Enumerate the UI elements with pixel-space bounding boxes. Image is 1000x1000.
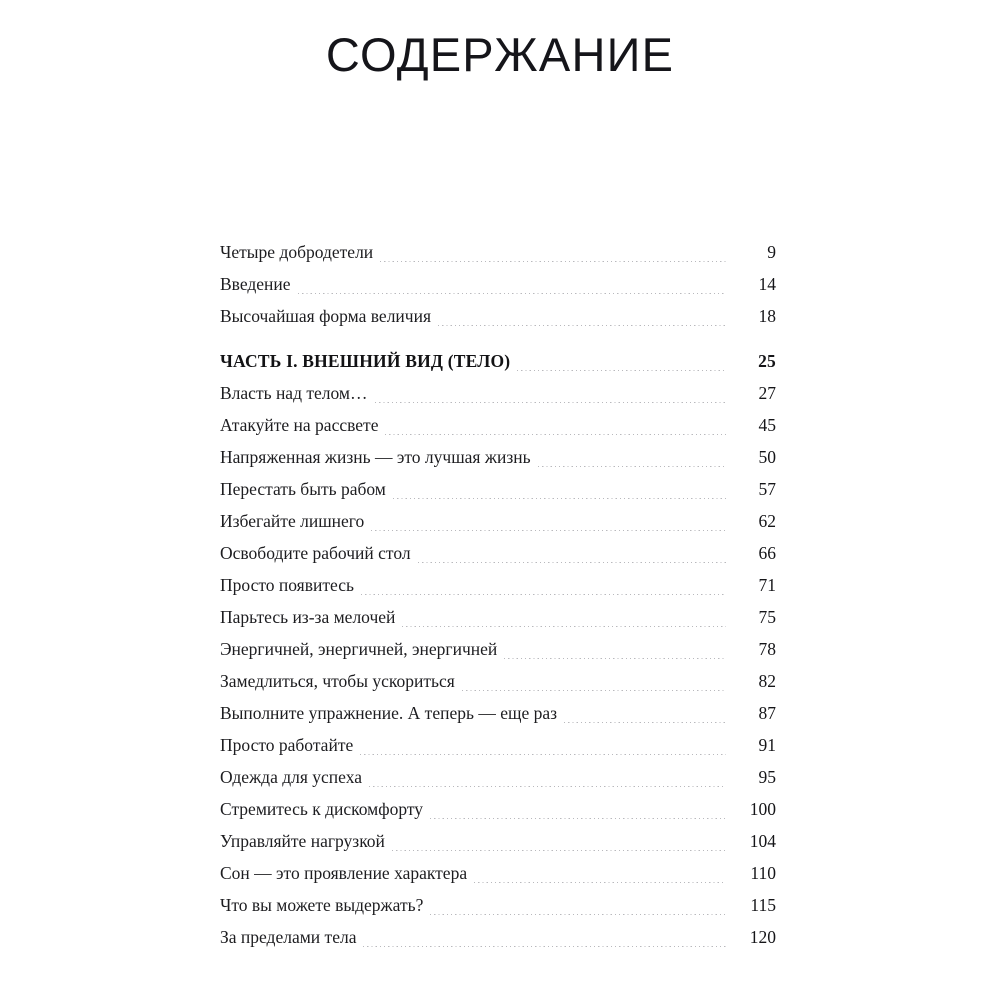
toc-entry-label: Атакуйте на рассвете — [220, 415, 379, 435]
toc-entry[interactable] — [220, 825, 776, 857]
toc-entry[interactable] — [220, 697, 776, 729]
toc-entry[interactable] — [220, 729, 776, 761]
toc-dot-leader — [361, 594, 726, 595]
toc-dot-leader — [371, 530, 726, 531]
toc-page-number: 27 — [758, 383, 776, 403]
toc-dot-leader — [393, 498, 726, 499]
toc-entry[interactable] — [220, 537, 776, 569]
toc-dot-leader — [474, 882, 726, 883]
toc-dot-leader — [564, 722, 726, 723]
toc-page-number: 104 — [749, 831, 776, 851]
toc-page-number: 75 — [758, 607, 776, 627]
toc-dot-leader — [517, 370, 726, 371]
toc-page-number: 78 — [758, 639, 776, 659]
toc-page-number: 87 — [758, 703, 776, 723]
toc-page-number: 95 — [758, 767, 776, 787]
toc-dot-leader — [380, 261, 726, 262]
toc-entry-label: Просто появитесь — [220, 575, 354, 595]
toc-page-number: 66 — [758, 543, 776, 563]
toc-entry-label: Замедлиться, чтобы ускориться — [220, 671, 455, 691]
toc-entry[interactable] — [220, 633, 776, 665]
toc-dot-leader — [375, 402, 727, 403]
toc-dot-leader — [369, 786, 726, 787]
toc-entry[interactable] — [220, 921, 776, 953]
toc-dot-leader — [385, 434, 726, 435]
toc-entry[interactable] — [220, 505, 776, 537]
toc-part-heading[interactable] — [220, 345, 776, 377]
toc-dot-leader — [402, 626, 726, 627]
toc-dot-leader — [504, 658, 726, 659]
toc-page-number: 45 — [758, 415, 776, 435]
toc-dot-leader — [418, 562, 726, 563]
toc-page-number: 62 — [758, 511, 776, 531]
toc-entry[interactable] — [220, 236, 776, 268]
toc-entry-label: Высочайшая форма величия — [220, 306, 432, 326]
toc-entry-label: Власть над телом… — [220, 383, 368, 403]
toc-entry-label: Освободите рабочий стол — [220, 543, 411, 563]
toc-entry-label: Парьтесь из-за мелочей — [220, 607, 396, 627]
toc-dot-leader — [392, 850, 726, 851]
toc-dot-leader — [363, 946, 726, 947]
toc-dot-leader — [430, 818, 726, 819]
toc-entry[interactable] — [220, 889, 776, 921]
toc-page-number: 91 — [758, 735, 776, 755]
toc-entry-label: Избегайте лишнего — [220, 511, 365, 531]
toc-entry-label: Энергичней, энергичней, энергичней — [220, 639, 498, 659]
toc-entry[interactable] — [220, 761, 776, 793]
toc-entry[interactable] — [220, 601, 776, 633]
toc-page-number: 9 — [767, 242, 776, 262]
toc-entry-label: Что вы можете выдержать? — [220, 895, 424, 915]
toc-entry[interactable] — [220, 377, 776, 409]
toc-entry-label: Сон — это проявление характера — [220, 863, 468, 883]
toc-page-number: 50 — [758, 447, 776, 467]
toc-entry[interactable] — [220, 569, 776, 601]
toc-entry-label: Выполните упражнение. А теперь — еще раз — [220, 703, 558, 723]
toc-entry-label: Управляйте нагрузкой — [220, 831, 385, 851]
toc-dot-leader — [298, 293, 726, 294]
toc-entry-label: Стремитесь к дискомфорту — [220, 799, 424, 819]
toc-dot-leader — [430, 914, 726, 915]
toc-entry[interactable] — [220, 409, 776, 441]
toc-entry-label: Просто работайте — [220, 735, 354, 755]
toc-page-number: 115 — [750, 895, 776, 915]
toc-entry-label: ЧАСТЬ I. ВНЕШНИЙ ВИД (ТЕЛО) — [220, 351, 511, 371]
toc-page-number: 82 — [758, 671, 776, 691]
toc-list — [220, 236, 776, 953]
page-title: СОДЕРЖАНИЕ — [325, 28, 675, 81]
toc-page-number: 100 — [749, 799, 776, 819]
toc-dot-leader — [360, 754, 726, 755]
toc-entry[interactable] — [220, 473, 776, 505]
toc-entry-label: Перестать быть рабом — [220, 479, 386, 499]
toc-entry[interactable] — [220, 441, 776, 473]
toc-dot-leader — [538, 466, 726, 467]
toc-page-number: 14 — [758, 274, 776, 294]
toc-page-number: 71 — [758, 575, 776, 595]
toc-entry[interactable] — [220, 793, 776, 825]
toc-entry-label: Напряженная жизнь — это лучшая жизнь — [220, 447, 531, 467]
toc-entry-label: Одежда для успеха — [220, 767, 362, 787]
toc-entry-label: За пределами тела — [220, 927, 357, 947]
toc-entry[interactable] — [220, 300, 776, 332]
toc-entry[interactable] — [220, 857, 776, 889]
toc-page-number: 120 — [749, 927, 776, 947]
toc-dot-leader — [462, 690, 726, 691]
toc-entry[interactable] — [220, 665, 776, 697]
toc-page-number: 18 — [758, 306, 776, 326]
toc-page-number: 110 — [750, 863, 776, 883]
toc-page-number: 57 — [758, 479, 776, 499]
toc-entry-label: Введение — [220, 274, 291, 294]
toc-entry-label: Четыре добродетели — [220, 242, 374, 262]
toc-entry[interactable] — [220, 268, 776, 300]
toc-dot-leader — [438, 325, 726, 326]
toc-page-number: 25 — [758, 351, 776, 371]
